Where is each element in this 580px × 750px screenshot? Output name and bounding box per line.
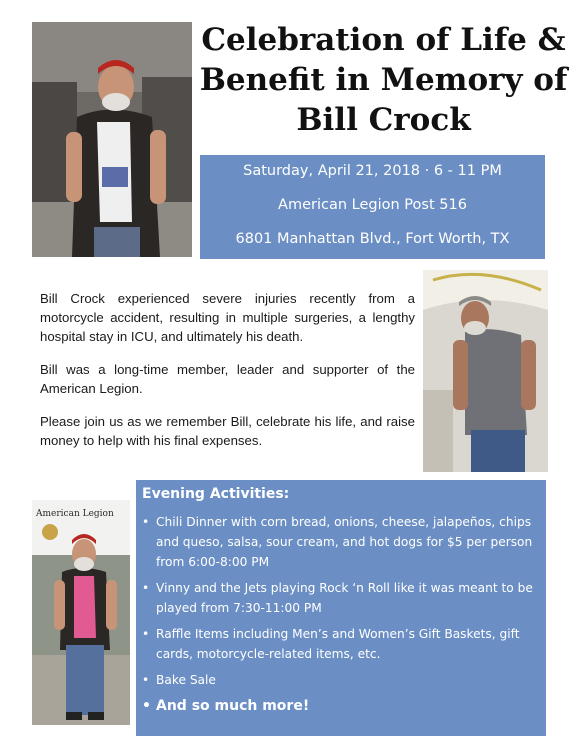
activities-list — [136, 512, 546, 722]
activity-item-text: Chili Dinner with corn bread, onions, cheese, jalapeños, chips and queso, salsa, sour cream, and hot dogs for $5 per person from 6:00-8:00 PM — [156, 515, 533, 569]
bio-paragraph-2: Bill was a long-time member, leader and supporter of the American Legion. — [40, 362, 415, 396]
activity-item-text: And so much more! — [156, 698, 310, 714]
photo-bill-indoors — [423, 270, 548, 472]
evening-activities-box — [136, 480, 546, 736]
activity-item-text: Vinny and the Jets playing Rock ‘n Roll like it was meant to be played from 7:30-11:00 PM — [156, 581, 533, 615]
photo-bill-with-truck — [32, 22, 192, 257]
photo-bill-at-legion-event — [32, 500, 130, 725]
activity-item-text: Bake Sale — [156, 673, 216, 687]
bullet-icon: • — [142, 627, 150, 641]
bullet-icon: • — [142, 581, 150, 595]
bullet-icon: • — [142, 698, 151, 714]
event-date-time: Saturday, April 21, 2018 · 6 - 11 PM — [243, 163, 502, 179]
bio-paragraph-1: Bill Crock experienced severe injuries recently from a motorcycle accident, resulting in multiple surgeries, a lengthy hospital stay in ICU, and ultimately his death. — [40, 291, 415, 344]
activity-item — [136, 578, 546, 618]
event-details-box — [200, 155, 545, 259]
page-title: Celebration of Life & Benefit in Memory of Bill Crock — [199, 22, 568, 138]
bio-paragraph-3: Please join us as we remember Bill, celebrate his life, and raise money to help with his final expenses. — [40, 414, 415, 448]
activity-item — [136, 670, 546, 690]
activity-item — [136, 696, 546, 716]
activities-heading: Evening Activities: — [142, 486, 290, 502]
activity-item-text: Raffle Items including Men’s and Women’s Gift Baskets, gift cards, motorcycle-related items, etc. — [156, 627, 520, 661]
legion-sign-text: American Legion — [36, 509, 114, 519]
activity-item — [136, 624, 546, 664]
bullet-icon: • — [142, 515, 150, 529]
activity-item — [136, 512, 546, 572]
bullet-icon: • — [142, 673, 150, 687]
event-address: 6801 Manhattan Blvd., Fort Worth, TX — [235, 231, 510, 247]
event-venue: American Legion Post 516 — [278, 197, 467, 213]
